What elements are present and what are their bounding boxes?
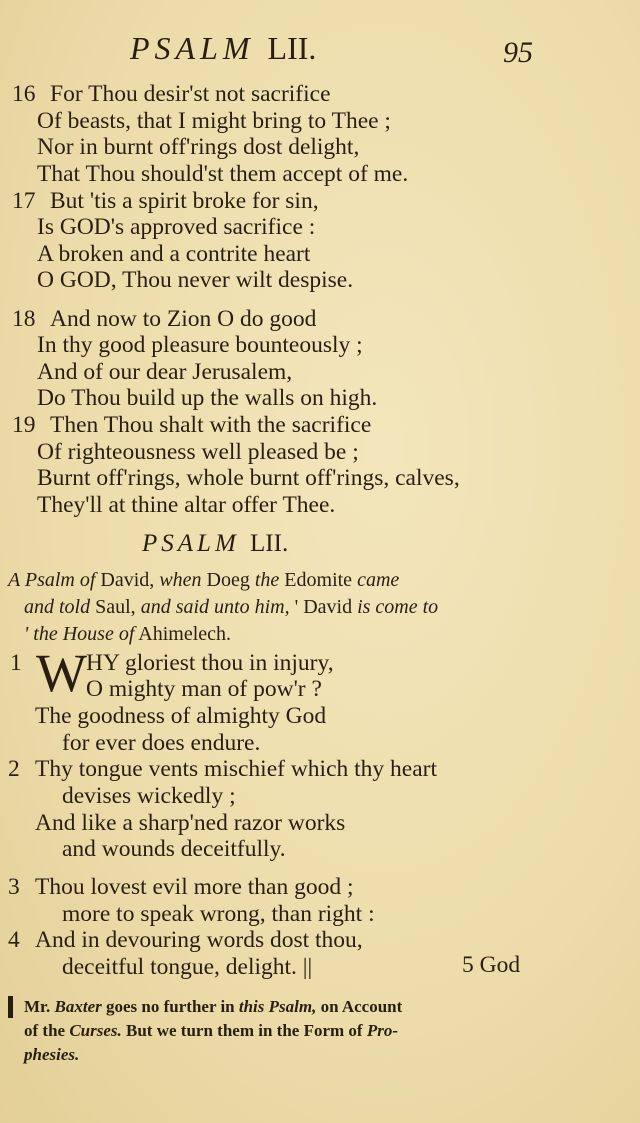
footnote-mark — [8, 996, 13, 1018]
verse-line: Of beasts, that I might bring to Thee ; — [37, 108, 391, 134]
verse-number: 17 — [12, 188, 36, 214]
footnote-text: this Psalm, — [238, 997, 317, 1016]
running-header — [130, 30, 316, 67]
verse-line: And in devouring words dost thou, — [35, 927, 363, 953]
verse-line: Thou lovest evil more than good ; — [35, 874, 354, 900]
verse-line: devises wickedly ; — [62, 783, 236, 809]
catchword: 5 God — [462, 952, 521, 978]
verse-line: That Thou should'st them accept of me. — [37, 161, 409, 187]
intro-text: came — [357, 569, 400, 591]
psalm-title-number: LII. — [250, 530, 289, 557]
verse-number: 3 — [8, 874, 20, 900]
footnote-text: of the — [24, 1021, 66, 1040]
intro-text: and told — [24, 596, 91, 618]
intro-text: David, — [100, 569, 155, 591]
verse-number: 1 — [10, 650, 22, 676]
verse-line: They'll at thine altar offer Thee. — [37, 492, 336, 518]
intro-text: ' the House of — [24, 623, 135, 645]
verse-line: Thy tongue vents mischief which thy heart — [35, 756, 438, 782]
verse-line: Then Thou shalt with the sacrifice — [50, 412, 372, 438]
psalm-title — [142, 530, 288, 558]
footnote-text: Pro- — [366, 1021, 398, 1040]
verse-line: The goodness of almighty God — [35, 703, 327, 729]
verse-line: O mighty man of pow'r ? — [86, 676, 322, 702]
verse-number: 18 — [12, 306, 36, 332]
psalm-title-word: PSALM — [142, 530, 240, 557]
verse-number: 2 — [8, 756, 20, 782]
intro-text: the — [254, 569, 280, 591]
verse-line: Do Thou build up the walls on high. — [37, 385, 378, 411]
verse-line: O GOD, Thou never wilt despise. — [37, 267, 354, 293]
footnote-text: But we turn them in the Form of — [126, 1021, 363, 1040]
intro-text: when — [159, 569, 202, 591]
verse-line: In thy good pleasure bounteously ; — [37, 332, 363, 358]
footnote-text: Curses. — [69, 1021, 122, 1040]
verse-line: HY gloriest thou in injury, — [86, 650, 334, 676]
intro-text: and said unto him, — [140, 596, 290, 618]
footnote-text: Mr. — [24, 997, 51, 1016]
footnote-text: on Account — [320, 997, 403, 1016]
verse-line: Nor in burnt off'rings dost delight, — [37, 134, 360, 160]
verse-line: deceitful tongue, delight. || — [62, 954, 313, 980]
psalm-intro-line — [8, 570, 399, 590]
intro-text: ' David — [294, 596, 353, 618]
intro-text: Ahimelech. — [138, 623, 232, 645]
footnote-text: Baxter — [54, 997, 102, 1016]
verse-line: For Thou desir'st not sacrifice — [50, 81, 331, 107]
header-number: LII. — [267, 30, 317, 66]
verse-line: and wounds deceitfully. — [62, 836, 286, 862]
verse-line: But 'tis a spirit broke for sin, — [50, 188, 319, 214]
footnote-line — [24, 1046, 79, 1063]
page-number: 95 — [503, 36, 533, 69]
header-title: PSALM — [130, 30, 255, 66]
verse-line: And now to Zion O do good — [50, 306, 317, 332]
intro-text: A Psalm of — [8, 569, 96, 591]
verse-line: Of righteousness well pleased be ; — [37, 439, 359, 465]
drop-cap: W — [36, 643, 87, 703]
psalm-intro-line — [24, 597, 438, 617]
verse-line: A broken and a contrite heart — [37, 241, 311, 267]
verse-number: 4 — [8, 927, 20, 953]
psalm-intro-line — [24, 624, 231, 644]
verse-number: 16 — [12, 81, 36, 107]
verse-line: for ever does endure. — [62, 730, 261, 756]
verse-line: And of our dear Jerusalem, — [37, 359, 293, 385]
verse-line: Is GOD's approved sacrifice : — [37, 214, 316, 240]
intro-text: is come to — [357, 596, 439, 618]
verse-line: Burnt off'rings, whole burnt off'rings, calves, — [37, 465, 460, 491]
footnote-text: goes no further in — [106, 997, 235, 1016]
verse-line: And like a sharp'ned razor works — [35, 810, 346, 836]
footnote-text: phesies. — [24, 1045, 80, 1064]
footnote-line — [24, 998, 402, 1015]
footnote-line — [24, 1022, 398, 1039]
intro-text: Doeg — [206, 569, 250, 591]
intro-text: Edomite — [284, 569, 353, 591]
intro-text: Saul, — [95, 596, 136, 618]
verse-number: 19 — [12, 412, 36, 438]
verse-line: more to speak wrong, than right : — [62, 901, 375, 927]
